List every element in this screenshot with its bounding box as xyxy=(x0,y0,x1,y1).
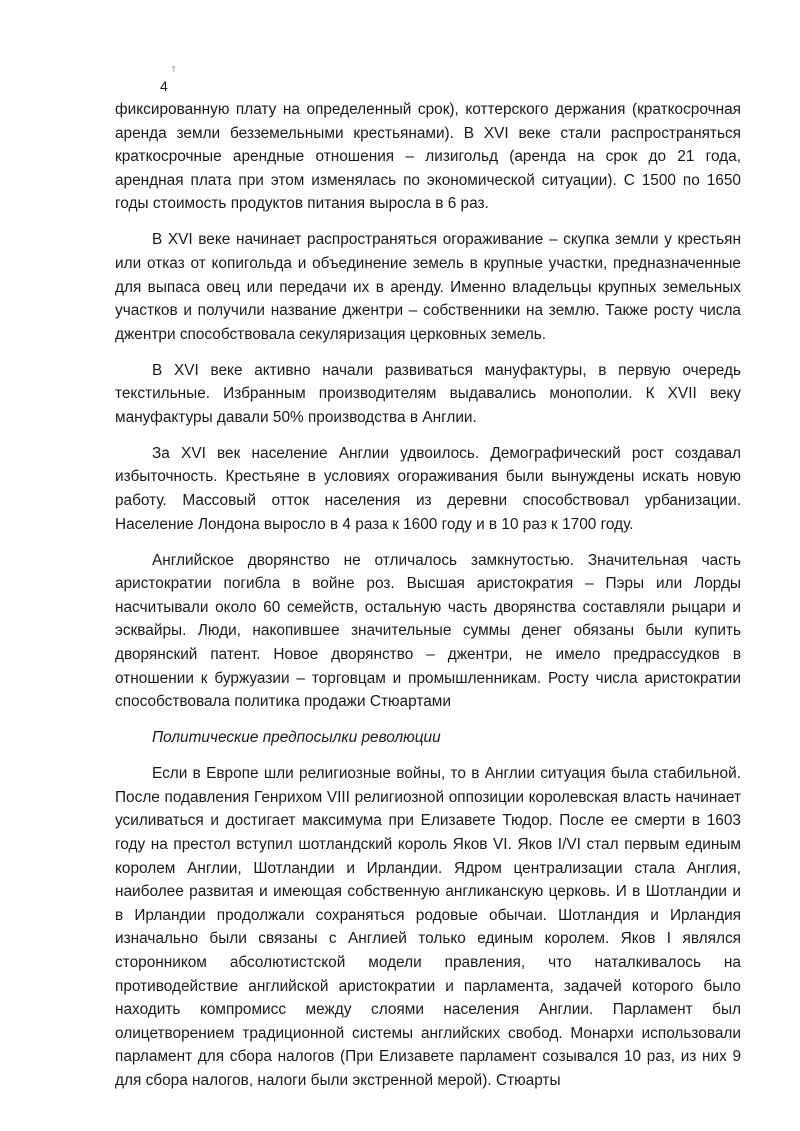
paragraph-nobility: Английское дворянство не отличалось замкнутостью. Значительная часть аристократии погибла в войне роз. Высшая аристократия – Пэры или Лорды насчитывали около 60 семейств, остальную часть дворянства составляли рыцари и эсквайры. Люди, накопившее значительные суммы денег обязаны были купить дворянский патент. Новое дворянство – джентри, не имело предрассудков в отношении к буржуазии – торговцам и промышленникам. Росту числа аристократии способствовала политика продажи Стюартами xyxy=(115,551,741,711)
document-body xyxy=(115,98,741,1105)
paragraph-manufactures: В XVI веке активно начали развиваться мануфактуры, в первую очередь текстильные. Избранным производителям выдавались монополии. К XVII веку мануфактуры давали 50% производства в Англии. xyxy=(115,361,741,426)
paragraph-population: За XVI век население Англии удвоилось. Демографический рост создавал избыточность. Крестьяне в условиях огораживания были вынуждены искать новую работу. Массовый отток населения из деревни способствовал урбанизации. Население Лондона выросло в 4 раза к 1600 году и в 10 раз к 1700 году. xyxy=(115,444,741,533)
paragraph-mark-icon: ¶ xyxy=(172,66,176,73)
paragraph-enclosure: В XVI веке начинает распространяться огораживание – скупка земли у крестьян или отказ от копигольда и объединение земель в крупные участки, предназначенные для выпаса овец или передачи их в аренду. Именно владельцы крупных земельных участков и получили название джентри – собственники на землю. Также росту числа джентри способствовала секуляризация церковных земель. xyxy=(115,231,741,343)
section-heading: Политические предпосылки революции xyxy=(152,729,441,747)
paragraph-political: Если в Европе шли религиозные войны, то в Англии ситуация была стабильной. После подавления Генрихом VIII религиозной оппозиции королевская власть начинает усиливаться и достигает максимума при Елизавете Тюдор. После ее смерти в 1603 году на престол вступил шотландский король Яков VI. Яков I/VI стал первым единым королем Англии, Шотландии и Ирландии. Ядром централизации стала Англия, наиболее развитая и имеющая собственную англиканскую церковь. И в Шотландии и в Ирландии продолжали сохраняться родовые обычаи. Шотландия и Ирландия изначально были связаны с Англией только единым королем. Яков I являлся сторонником абсолютистской модели правления, что наталкивалось на противодействие английской аристократии и парламента, задачей которого было находить компромисс между слоями населения Англии. Парламент был олицетворением традиционной системы английских свобод. Монархи использовали парламент для сбора налогов (При Елизавете парламент созывался 10 раз, из них 9 для сбора налогов, налоги были экстренной мерой). Стюарты xyxy=(115,765,741,1089)
paragraph-continuation: фиксированную плату на определенный срок), коттерского держания (краткосрочная аренда земли безземельными крестьянами). В XVI веке стали распространяться краткосрочные арендные отношения – лизигольд (аренда на срок до 21 года, арендная плата при этом изменялась по экономической ситуации). С 1500 по 1650 годы стоимость продуктов питания выросла в 6 раз. xyxy=(115,101,741,213)
page-number: 4 xyxy=(160,78,168,94)
